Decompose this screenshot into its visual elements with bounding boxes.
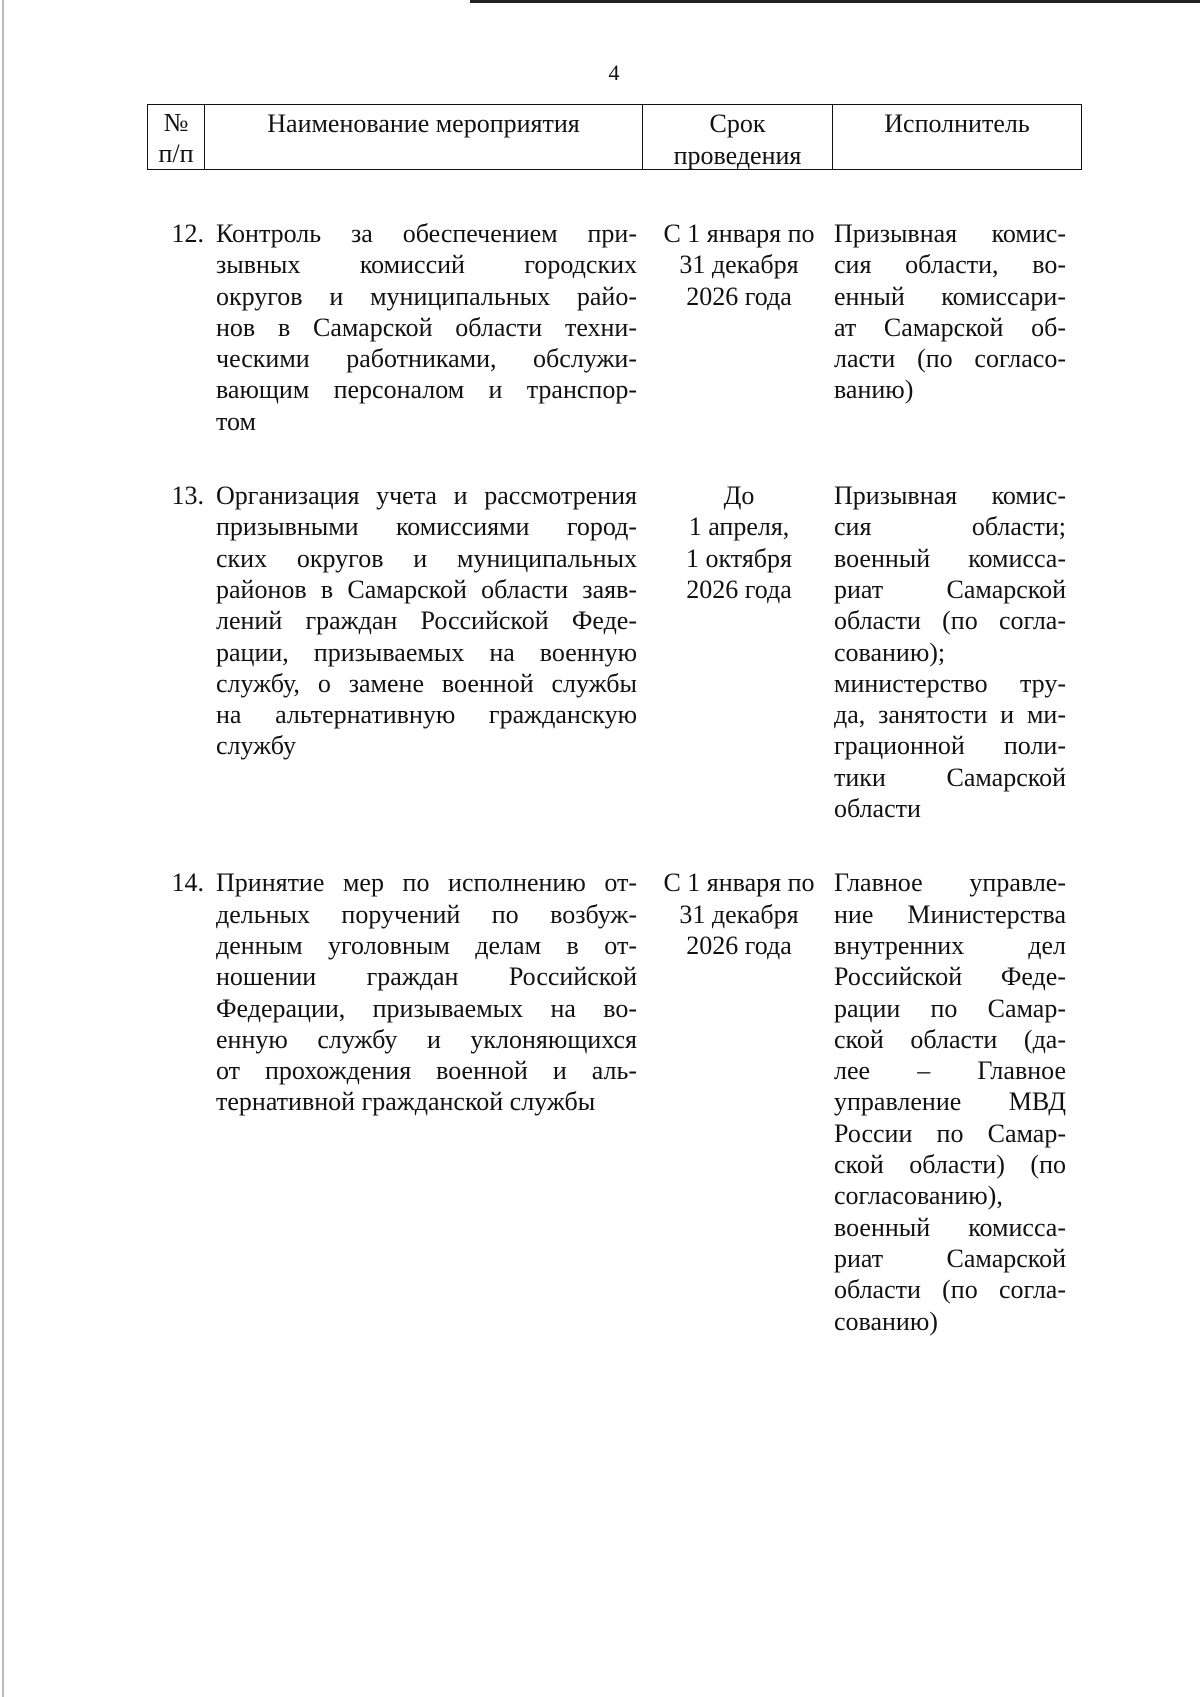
event-name-line: дельных поручений по возбуж- <box>216 899 637 929</box>
event-name-line: денным уголовным делам в от- <box>216 930 637 960</box>
event-executor-line: сия области, во- <box>834 250 1066 280</box>
event-executor <box>834 480 1066 824</box>
event-term-line: С 1 января по <box>663 868 815 898</box>
event-name-line: том <box>216 406 256 436</box>
event-executor-line: сия области; <box>834 512 1066 542</box>
event-term <box>644 867 834 1336</box>
event-name-line: Организация учета и рассмотрения <box>216 481 637 511</box>
event-name-line: ских округов и муниципальных <box>216 543 637 573</box>
event-executor-line: Призывная комис- <box>834 219 1066 248</box>
event-executor-line: ласти (по согласо- <box>834 344 1066 374</box>
table-body <box>147 218 1082 1380</box>
event-executor-line: риат Самарской <box>834 574 1066 604</box>
header-number-column <box>148 105 205 169</box>
event-term-line: До <box>723 481 755 511</box>
event-term-line: 1 апреля, <box>688 512 790 542</box>
header-term-label: Срок <box>709 109 766 138</box>
event-executor-line: Призывная комис- <box>834 481 1066 511</box>
event-name-line: от прохождения военной и аль- <box>216 1056 637 1086</box>
event-name-line: енную службу и уклоняющихся <box>216 1024 637 1054</box>
event-executor-line: лее – Главное <box>834 1056 1066 1086</box>
event-executor-line: да, занятости и ми- <box>834 700 1066 730</box>
event-executor-line: рации по Самар- <box>834 993 1066 1023</box>
event-executor-line: области (по согла- <box>834 606 1066 636</box>
event-name <box>216 218 637 437</box>
event-term-line: С 1 января по <box>663 219 815 248</box>
event-term-line: 2026 года <box>686 930 792 960</box>
event-executor-line: министерство тру- <box>834 668 1066 698</box>
event-executor-line: грационной поли- <box>834 731 1066 761</box>
event-term-line: 31 декабря <box>679 899 799 929</box>
event-name-line: округов и муниципальных райо- <box>216 281 637 311</box>
header-name-column: Наименование мероприятия <box>205 105 643 169</box>
left-border-line <box>2 0 4 1697</box>
table-row <box>147 480 1082 824</box>
event-name-line: рации, призываемых на военную <box>216 637 637 667</box>
event-name-line: ношении граждан Российской <box>216 962 637 992</box>
event-name-line: ческими работниками, обслужи- <box>216 344 637 374</box>
event-executor <box>834 218 1066 437</box>
event-term-line: 31 декабря <box>679 250 799 280</box>
event-name-line: нов в Самарской области техни- <box>216 312 637 342</box>
event-executor-line: енный комиссари- <box>834 281 1066 311</box>
event-executor-line: ние Министерства <box>834 899 1066 929</box>
event-name-line: Принятие мер по исполнению от- <box>216 868 637 898</box>
event-executor-line: риат Самарской <box>834 1243 1066 1273</box>
event-name-line: службу, о замене военной службы <box>216 668 637 698</box>
event-executor-line: сованию) <box>834 1306 938 1336</box>
event-executor-line: ванию) <box>834 375 914 405</box>
event-executor-line: сованию); <box>834 637 946 667</box>
event-term-line: 2026 года <box>686 574 792 604</box>
event-executor-line: военный комисса- <box>834 543 1066 573</box>
event-executor-line: России по Самар- <box>834 1118 1066 1148</box>
top-border-line <box>470 0 1200 3</box>
page-number: 4 <box>608 60 620 85</box>
header-number-label: № <box>163 108 189 137</box>
row-number: 13. <box>171 481 204 511</box>
event-name-line: зывных комиссий городских <box>216 250 637 280</box>
row-number: 14. <box>171 868 204 898</box>
event-name-line: вающим персоналом и транспор- <box>216 375 637 405</box>
event-term <box>644 480 834 824</box>
event-name-line: призывными комиссиями город- <box>216 512 637 542</box>
event-term-line: 2026 года <box>686 281 792 311</box>
event-name <box>216 480 637 824</box>
event-name-line: на альтернативную гражданскую <box>216 700 637 730</box>
event-term-line: 1 октября <box>686 543 792 573</box>
event-executor-line: Главное управле- <box>834 868 1066 898</box>
table-row <box>147 218 1082 437</box>
table-header <box>147 104 1082 170</box>
header-term-sublabel: проведения <box>673 141 802 170</box>
event-term <box>644 218 834 437</box>
event-executor-line: военный комисса- <box>834 1212 1066 1242</box>
event-executor-line: управление МВД <box>834 1087 1066 1117</box>
event-name-line: тернативной гражданской службы <box>216 1087 596 1117</box>
header-term-column <box>643 105 833 169</box>
event-name-line: районов в Самарской области заяв- <box>216 574 637 604</box>
event-executor-line: ской области) (по <box>834 1150 1066 1180</box>
event-name-line: лений граждан Российской Феде- <box>216 606 637 636</box>
event-name-line: службу <box>216 731 297 761</box>
table-row <box>147 867 1082 1336</box>
header-number-sublabel: п/п <box>158 139 194 168</box>
event-name <box>216 867 637 1336</box>
event-executor-line: согласованию), <box>834 1181 1003 1211</box>
header-executor-column: Исполнитель <box>884 109 1030 138</box>
event-name-line: Федерации, призываемых на во- <box>216 993 637 1023</box>
event-executor-line: Российской Феде- <box>834 962 1066 992</box>
event-executor-line: области <box>834 794 921 824</box>
event-executor-line: внутренних дел <box>834 930 1066 960</box>
event-executor-line: области (по согла- <box>834 1275 1066 1305</box>
event-executor-line: ат Самарской об- <box>834 312 1066 342</box>
event-executor-line: тики Самарской <box>834 762 1066 792</box>
event-executor-line: ской области (да- <box>834 1024 1066 1054</box>
row-number: 12. <box>171 219 204 248</box>
event-executor <box>834 867 1066 1336</box>
event-name-line: Контроль за обеспечением при- <box>216 219 637 248</box>
